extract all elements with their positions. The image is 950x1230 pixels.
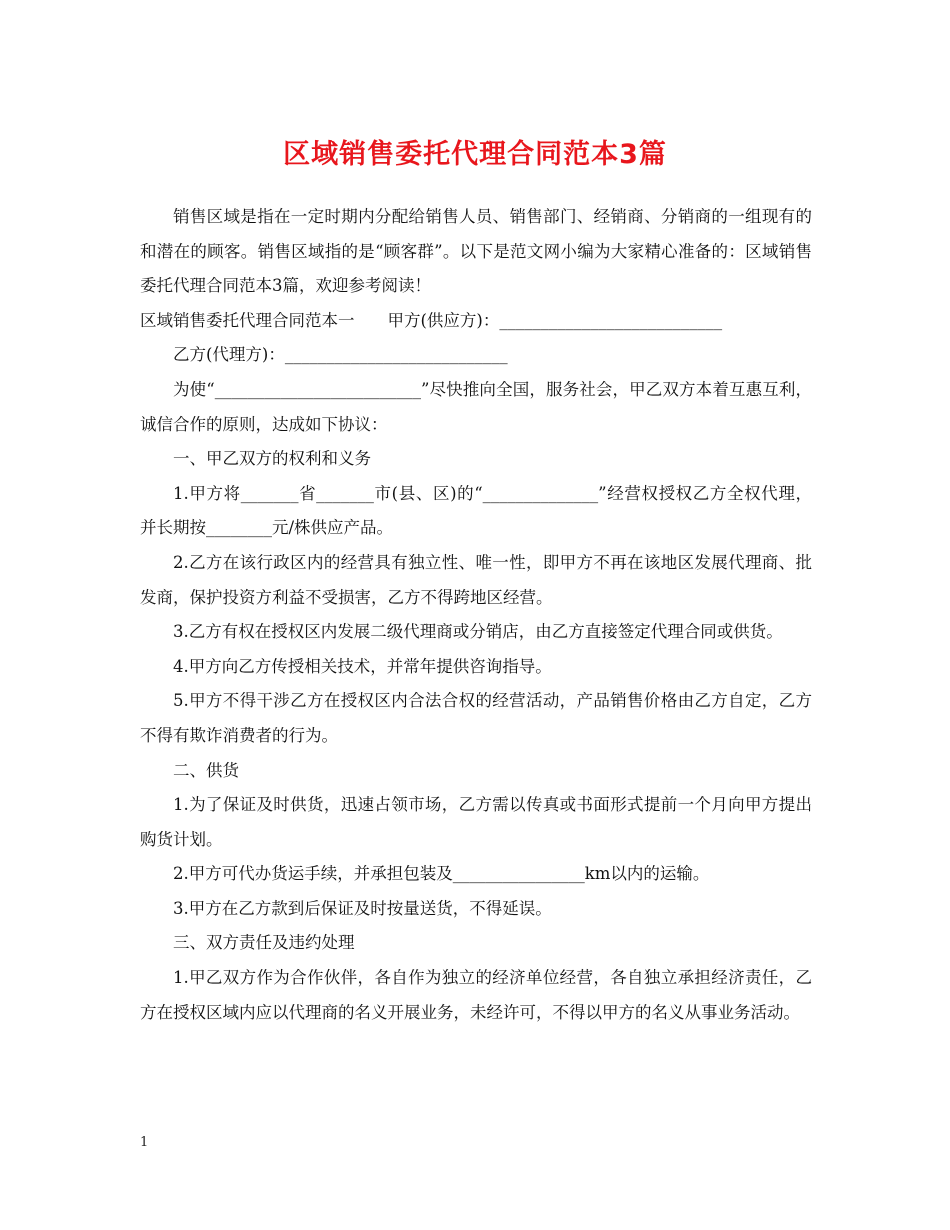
paragraph-party-b: 乙方(代理方)：___________________________ (173, 345, 508, 365)
clause-1-5: 5.甲方不得干涉乙方在授权区内合法合权的经营活动，产品销售价格由乙方自定，乙方不得有欺诈消费者的行为。 (140, 691, 812, 745)
section-heading-3: 三、双方责任及违约处理 (173, 933, 355, 953)
section-heading-2: 二、供货 (173, 760, 239, 780)
clause-1-4: 4.甲方向乙方传授相关技术，并常年提供咨询指导。 (173, 656, 552, 676)
paragraph-purpose: 为使“_________________________”尽快推向全国，服务社会，甲乙双方本着互惠互利，诚信合作的原则，达成如下协议： (140, 379, 812, 434)
document-body (140, 200, 812, 1030)
paragraph-party-a: 区域销售委托代理合同范本一 甲方(供应方)：___________________________ (140, 310, 723, 330)
clause-2-2: 2.甲方可代办货运手续，并承担包装及________________km以内的运输。 (173, 864, 710, 884)
clause-2-1: 1.为了保证及时供货，迅速占领市场，乙方需以传真或书面形式提前一个月向甲方提出购货计划。 (140, 795, 812, 849)
clause-2-3: 3.甲方在乙方款到后保证及时按量送货，不得延误。 (173, 898, 552, 918)
paragraph-intro: 销售区域是指在一定时期内分配给销售人员、销售部门、经销商、分销商的一组现有的和潜在的顾客。销售区域指的是“顾客群”。以下是范文网小编为大家精心准备的：区域销售委托代理合同范本3篇，欢迎参考阅读！ (140, 207, 812, 296)
clause-1-3: 3.乙方有权在授权区内发展二级代理商或分销店，由乙方直接签定代理合同或供货。 (173, 622, 783, 642)
clause-3-1: 1.甲乙双方作为合作伙伴，各自作为独立的经济单位经营，各自独立承担经济责任，乙方在授权区域内应以代理商的名义开展业务，未经许可，不得以甲方的名义从事业务活动。 (140, 968, 812, 1022)
section-heading-1: 一、甲乙双方的权利和义务 (173, 449, 371, 469)
clause-1-1: 1.甲方将_______省_______市(县、区)的“______________”经营权授权乙方全权代理，并长期按________元/株供应产品。 (140, 483, 812, 538)
document-title: 区域销售委托代理合同范本3篇 (283, 139, 667, 170)
clause-1-2: 2.乙方在该行政区内的经营具有独立性、唯一性，即甲方不再在该地区发展代理商、批发商，保护投资方利益不受损害，乙方不得跨地区经营。 (140, 552, 812, 607)
page-number: 1 (140, 1135, 149, 1150)
